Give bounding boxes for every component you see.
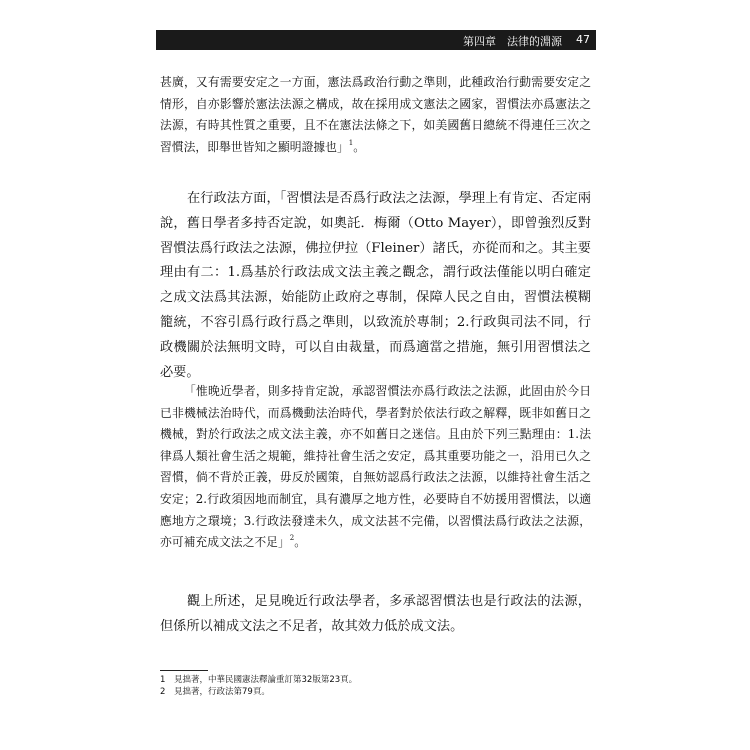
footnote-2	[160, 686, 591, 698]
footnote-divider	[160, 670, 208, 671]
quote-end-mark: 。	[353, 139, 366, 154]
quote-end-mark: 。	[294, 535, 307, 550]
quote-continuation	[160, 72, 591, 158]
quote-text: 甚廣，又有需要安定之一方面，憲法爲政治行動之準則，此種政治行動需要安定之情形，自亦影響於憲法法源之構成，故在採用成文憲法之國家，習慣法亦爲憲法之法源，有時其性質之重要，且不在憲法法條之下，如美國舊日總統不得連任三次之習慣法，即舉世皆知之顯明證據也」	[160, 75, 591, 154]
chapter-title: 第四章 法律的淵源	[463, 35, 562, 48]
quote-text: 「惟晚近學者，則多持肯定說，承認習慣法亦爲行政法之法源，此固由於今日已非機械法治時代，而爲機動法治時代，學者對於依法行政之解釋，既非如舊日之機械，對於行政法之成文法主義，亦不如舊日之迷信。且由於下列三點理由：1.法律爲人類社會生活之規範，維持社會生活之安定，爲其重要功能之一，沿用已久之習慣，倘不背於正義，毋反於國策，自無妨認爲行政法之法源，以維持社會生活之安定；2.行政須因地而制宜，具有濃厚之地方性，必要時自不妨援用習慣法，以適應地方之環境；3.行政法發達未久，成文法甚不完備，以習慣法爲行政法之法源，亦可補充成文法之不足」	[160, 384, 591, 550]
footnote-ref-2: 2	[289, 534, 295, 543]
body-paragraph-admin-law: 在行政法方面，「習慣法是否爲行政法之法源，學理上有肯定、否定兩說，舊日學者多持否定說，如奧託．梅爾（Otto Mayer），即曾強烈反對習慣法爲行政法之法源，佛拉伊拉（Fleiner）諸氏，亦從而和之。其主要理由有二：1.爲基於行政法成文法主義之觀念，謂行政法僅能以明白確定之成文法爲其法源，始能防止政府之專制，保障人民之自由，習慣法模糊籠統，不容引爲行政行爲之準則，以致流於專制；2.行政與司法不同，行政機關於法無明文時，可以自由裁量，而爲適當之措施，無引用習慣法之必要。	[160, 191, 591, 380]
footnote-text: 見拙著，行政法第79頁。	[174, 687, 270, 697]
body-paragraph-conclusion: 觀上所述，足見晚近行政法學者，多承認習慣法也是行政法的法源，但係所以補成文法之不足者，故其效力低於成文法。	[160, 594, 591, 634]
block-quote-modern-scholars	[160, 381, 591, 554]
page-number: 47	[576, 33, 590, 46]
footnote-1	[160, 674, 591, 686]
running-header	[156, 30, 596, 50]
footnote-ref-1: 1	[348, 138, 354, 147]
footnote-text: 見拙著，中華民國憲法釋論重訂第32版第23頁。	[174, 675, 358, 685]
footnote-number: 1	[160, 675, 166, 685]
footnote-number: 2	[160, 687, 166, 697]
